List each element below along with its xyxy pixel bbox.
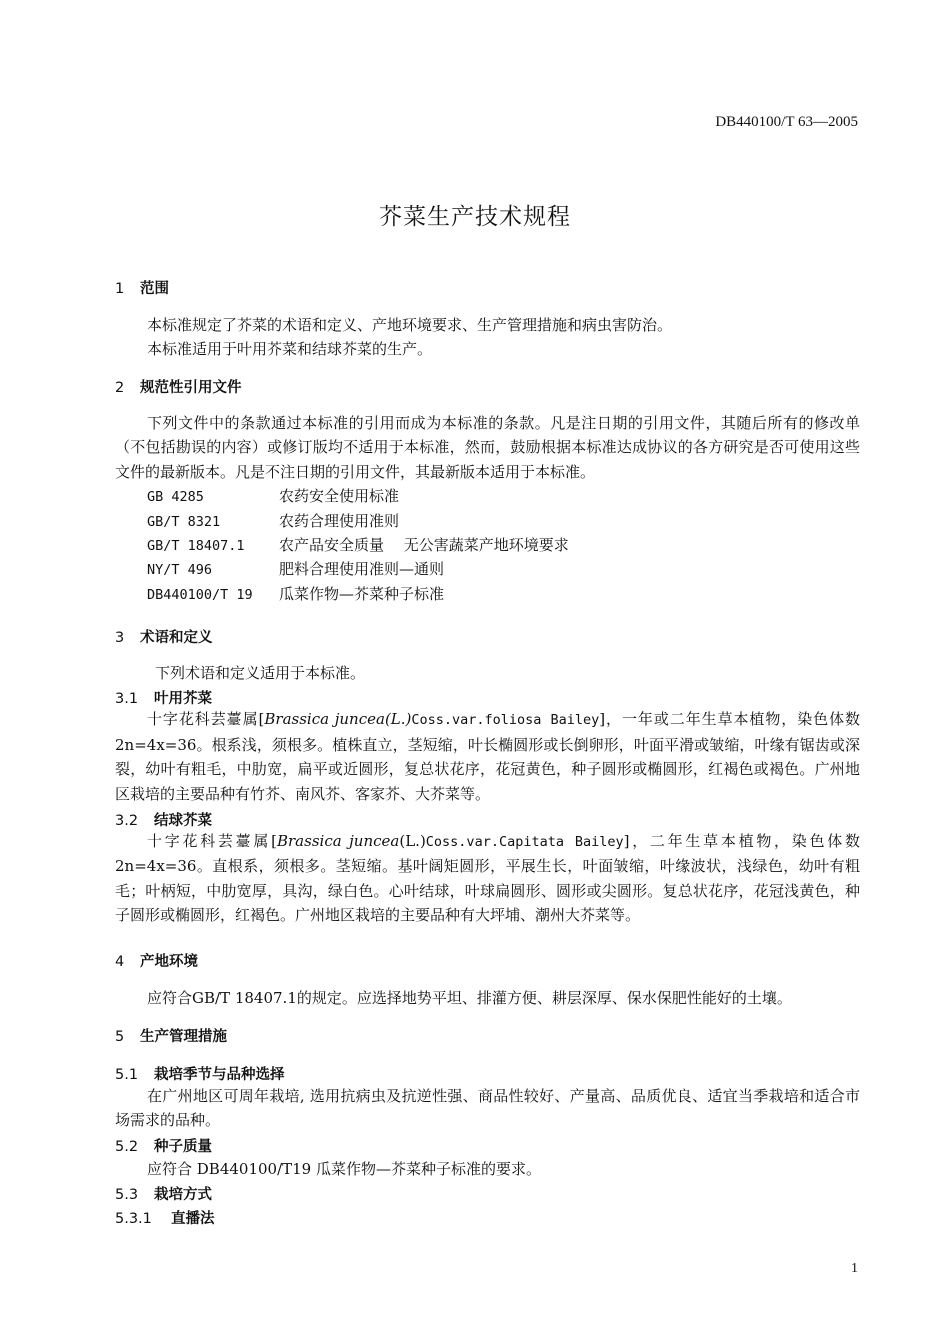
text-run: ]，二年生草本植物，染色体数2n=4x=36。直根系，须根多。茎短缩。基叶阔矩圆形，平展生长，叶面皱缩，叶缘波状，浅绿色，幼叶有粗毛；叶柄短，中肋宽厚，具沟，绿白色。心叶结球，叶球扁圆形、圆形或尖圆形。复总状花序，花冠浅黄色，种子圆形或椭圆形，红褐色。广州地区栽培的主要品种有大坪埔、潮州大芥菜等。 (115, 832, 860, 925)
section-number: 4 (115, 954, 125, 970)
section-heading (115, 277, 860, 297)
subsubsection-title: 直播法 (171, 1211, 215, 1228)
paragraph: 本标准规定了芥菜的术语和定义、产地环境要求、生产管理措施和病虫害防治。 (147, 316, 673, 334)
subsection-number: 5.1 (115, 1067, 139, 1083)
reference-title: 农产品安全质量 无公害蔬菜产地环境要求 (279, 536, 569, 554)
subsection-heading (115, 809, 860, 829)
paragraph: 本标准适用于叶用芥菜和结球芥菜的生产。 (147, 340, 433, 359)
reference-row (115, 582, 860, 606)
section-heading (115, 950, 860, 970)
subsection-title: 栽培方式 (154, 1187, 212, 1204)
paragraph: 应符合 DB440100/T19 瓜菜作物—芥菜种子标准的要求。 (147, 1159, 541, 1178)
section-5 (115, 1025, 860, 1227)
paragraph: 下列文件中的条款通过本标准的引用而成为本标准的条款。凡是注日期的引用文件，其随后所有的修改单（不包括勘误的内容）或修订版均不适用于本标准，然而，鼓励根据本标准达成协议的各方研究是否可使用这些文件的最新版本。凡是不注日期的引用文件，其最新版本适用于本标准。 (115, 414, 860, 481)
page-number: 1 (851, 1261, 858, 1276)
subsection-heading (115, 1135, 860, 1155)
section-number: 2 (115, 380, 125, 396)
section-number: 1 (115, 281, 125, 297)
section-title: 术语和定义 (140, 630, 213, 646)
subsection-number: 3.1 (115, 691, 139, 708)
latin-authority: (L.) (399, 832, 426, 851)
subsection-title: 栽培季节与品种选择 (154, 1067, 285, 1083)
reference-code: GB 4285 (147, 489, 204, 506)
reference-row (115, 484, 860, 508)
subsubsection-heading (115, 1207, 860, 1227)
paragraph: 在广州地区可周年栽培, 选用抗病虫及抗逆性强、商品性较好、产量高、品质优良、适宜当季栽培和适合市场需求的品种。 (115, 1087, 860, 1130)
section-4 (115, 950, 860, 1010)
subsection-heading (115, 1183, 860, 1203)
subsection-heading (115, 687, 860, 707)
section-3 (115, 626, 860, 928)
document-code: DB440100/T 63—2005 (715, 114, 858, 130)
subsection-number: 3.2 (115, 813, 139, 830)
text-run: 十字花科芸薹属[ (147, 710, 265, 729)
reference-title: 农药合理使用准则 (279, 511, 400, 530)
reference-title: 肥料合理使用准则—通则 (279, 560, 445, 579)
subsection-title: 叶用芥菜 (154, 691, 212, 708)
text-run: ]，一年或二年生草本植物，染色体数2n=4x=36。根系浅，须根多。植株直立，茎短缩，叶长椭圆形或长倒卵形，叶面平滑或皱缩，叶缘有锯齿或深裂，幼叶有粗毛，中肋宽，扁平或近圆形，复总状花序，花冠黄色，种子圆形或椭圆形，红褐色或褐色。广州地区栽培的主要品种有竹芥、南风芥、客家芥、大芥菜等。 (115, 710, 861, 803)
subsubsection-number: 5.3.1 (115, 1211, 152, 1228)
section-heading (115, 1025, 860, 1045)
reference-row (115, 533, 860, 557)
section-number: 5 (115, 1029, 125, 1045)
section-number: 3 (115, 630, 125, 646)
subsection-title: 种子质量 (154, 1138, 212, 1155)
subsection-number: 5.2 (115, 1138, 139, 1155)
subsection-title: 结球芥菜 (154, 813, 212, 830)
reference-title: 农药安全使用标准 (279, 487, 400, 506)
paragraph: 下列术语和定义适用于本标准。 (155, 664, 366, 682)
reference-row (115, 509, 860, 533)
section-title: 产地环境 (140, 954, 198, 970)
section-heading (115, 626, 860, 646)
reference-row (115, 557, 860, 581)
paragraph: 应符合GB/T 18407.1的规定。应选择地势平坦、排灌方便、耕层深厚、保水保肥性能好的土壤。 (147, 989, 792, 1007)
variety-name: Coss.var.Capitata Bailey (425, 834, 624, 851)
section-1 (115, 277, 860, 362)
subsection-number: 5.3 (115, 1187, 139, 1204)
reference-code: DB440100/T 19 (147, 586, 253, 603)
section-heading (115, 376, 860, 396)
subsection-heading (115, 1063, 860, 1083)
reference-title: 瓜菜作物—芥菜种子标准 (279, 584, 445, 603)
section-2 (115, 376, 860, 606)
latin-authority: (L.) (384, 710, 412, 729)
latin-name: Brassica juncea (264, 710, 385, 729)
reference-code: GB/T 18407.1 (147, 538, 245, 554)
reference-code: NY/T 496 (147, 562, 213, 579)
section-title: 范围 (140, 281, 169, 297)
text-run: 十字花科芸薹属[ (147, 832, 277, 851)
latin-name: Brassica juncea (276, 832, 400, 851)
section-title: 规范性引用文件 (140, 380, 242, 396)
paragraph (115, 829, 860, 928)
variety-name: Coss.var.foliosa Bailey (411, 712, 600, 729)
reference-code: GB/T 8321 (147, 513, 221, 530)
paragraph (115, 707, 860, 806)
page-title: 芥菜生产技术规程 (379, 204, 571, 230)
section-title: 生产管理措施 (140, 1029, 227, 1045)
